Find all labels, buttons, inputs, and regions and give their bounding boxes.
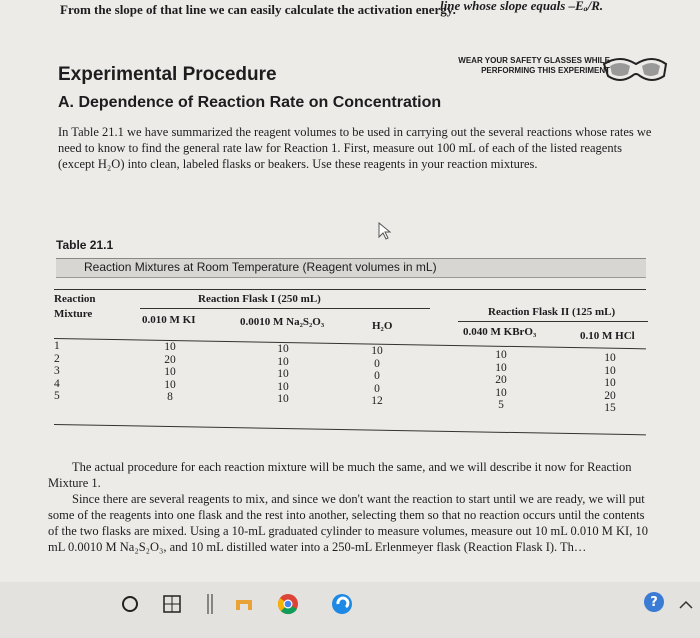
table-cell: 8: [167, 391, 173, 403]
table-cell: 20: [604, 389, 616, 402]
column-kbro3: [486, 349, 516, 412]
table-cell: 5: [54, 390, 60, 402]
table-cell: 10: [277, 343, 289, 355]
browser-icon[interactable]: [330, 592, 354, 616]
column-mixture: [54, 340, 68, 403]
table-cell: 10: [495, 361, 507, 374]
table-cell: 10: [277, 368, 289, 380]
header-h2o: H₂O: [372, 320, 393, 332]
procedure-paragraph-1: The actual procedure for each reaction mixture will be much the same, and we will describe it now for Reaction Mixture 1.: [48, 460, 632, 490]
procedure-paragraph-2: Since there are several reagents to mix, and since we don't want the reaction to start until we are ready, we will put some of the reagents into one flask and the rest into another, selecting them so that no reaction occurs until the contents of the two flasks are mixed. Using a 10-mL graduated cylinder to measure volumes, measure out 10 mL 0.010 M KI, 10 mL 0.0010 M Na₂S₂O₃, and 10 mL distilled water into a 250-mL Erlenmeyer flask (Reaction Flask I). Th…: [48, 492, 648, 554]
grid-icon[interactable]: [160, 592, 184, 616]
table-cell: 10: [277, 380, 289, 393]
table-bottom-rule: [54, 424, 646, 435]
table-cell: 20: [495, 374, 507, 386]
column-na2s2o3: [268, 343, 298, 406]
section-title: Experimental Procedure: [58, 64, 277, 85]
table-top-rule: [54, 289, 646, 290]
table-cell: 10: [604, 377, 616, 389]
table-cell: 10: [495, 349, 507, 361]
chevron-up-icon[interactable]: [674, 592, 698, 616]
table-cell: 10: [495, 386, 507, 399]
table-cell: 4: [54, 377, 60, 390]
top-cropped-line: [0, 0, 700, 20]
help-icon[interactable]: ?: [644, 592, 664, 612]
table-cell: 10: [277, 355, 289, 368]
chrome-icon[interactable]: [276, 592, 300, 616]
table-cell: 0: [374, 357, 380, 370]
top-right-text: line whose slope equals –Eₐ/R.: [440, 0, 604, 13]
header-reaction: Reaction: [54, 293, 96, 305]
top-left-text: From the slope of that line we can easily calculate the activation energy.: [60, 2, 456, 17]
header-na2s2o3: 0.0010 M Na₂S₂O₃: [240, 316, 325, 328]
flask2-rule: [458, 321, 648, 322]
table-cell: 10: [604, 364, 616, 377]
column-ki: [155, 341, 185, 404]
subsection-title: A. Dependence of Reaction Rate on Concentration: [58, 94, 442, 111]
divider-icon: [198, 592, 222, 616]
header-ki: 0.010 M KI: [142, 314, 196, 326]
table-cell: 3: [54, 365, 60, 377]
header-flask-1: Reaction Flask I (250 mL): [198, 293, 321, 305]
table-cell: 15: [604, 402, 616, 414]
table-cell: 10: [277, 393, 289, 405]
table-cell: 1: [54, 340, 60, 352]
header-bottom-rule: [54, 338, 646, 349]
table-cell: 10: [164, 366, 176, 378]
column-h2o: [362, 345, 392, 408]
header-kbro3: 0.040 M KBrO₃: [463, 326, 537, 338]
table-cell: 10: [164, 378, 176, 391]
phone-icon[interactable]: [232, 592, 256, 616]
table-cell: 10: [371, 345, 383, 357]
table-label: Table 21.1: [56, 238, 114, 252]
header-hcl: 0.10 M HCl: [580, 330, 635, 342]
table-cell: 0: [374, 382, 380, 395]
table-cell: 10: [604, 352, 616, 364]
header-mixture: Mixture: [54, 308, 93, 320]
column-hcl: [595, 352, 625, 415]
table-cell: 0: [374, 370, 380, 382]
table-cell: 2: [54, 352, 60, 365]
header-flask-2: Reaction Flask II (125 mL): [488, 306, 616, 318]
table-cell: 10: [164, 341, 176, 353]
flask1-rule: [140, 308, 430, 309]
table-cell: 5: [498, 399, 504, 411]
table-caption: Reaction Mixtures at Room Temperature (Reagent volumes in mL): [84, 260, 437, 274]
table-cell: 20: [164, 353, 176, 366]
procedure-text: [48, 459, 658, 555]
safety-goggles-icon: [600, 50, 670, 90]
table-cell: 12: [371, 395, 383, 407]
bottom-toolbar: [0, 582, 700, 638]
mouse-cursor-icon: [378, 222, 392, 240]
safety-notice: WEAR YOUR SAFETY GLASSES WHILE PERFORMING THIS EXPERIMENT: [458, 56, 610, 75]
circle-icon[interactable]: [118, 592, 142, 616]
intro-paragraph: In Table 21.1 we have summarized the reagent volumes to be used in carrying out the several reactions whose rates we need to know to find the general rate law for Reaction 1. First, measure out 100 mL of each of the listed reagents (except H₂O) into clean, labeled flasks or beakers. Use these reagents in your reaction mixtures.: [58, 125, 652, 171]
